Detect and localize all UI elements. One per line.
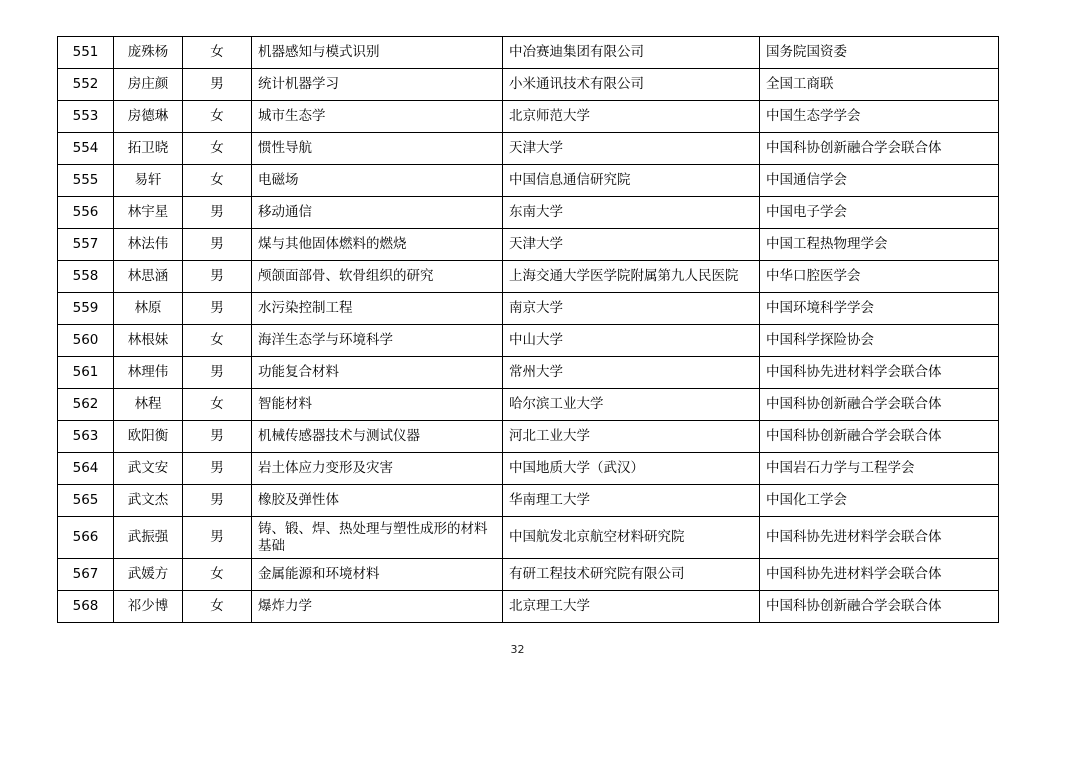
work-unit-cell: 北京师范大学 (503, 101, 760, 133)
recommending-organization-cell: 中国科学探险协会 (760, 325, 999, 357)
research-field-cell: 水污染控制工程 (252, 293, 503, 325)
gender-cell: 男 (183, 229, 252, 261)
research-field-cell: 岩土体应力变形及灾害 (252, 453, 503, 485)
row-number-cell: 568 (58, 591, 114, 623)
table-row (58, 389, 999, 421)
research-field-cell: 金属能源和环境材料 (252, 559, 503, 591)
research-field-cell: 橡胶及弹性体 (252, 485, 503, 517)
recommending-organization-cell: 中国科协先进材料学会联合体 (760, 357, 999, 389)
gender-cell: 女 (183, 101, 252, 133)
person-name-cell: 房庄颜 (114, 69, 183, 101)
recommending-organization-cell: 中华口腔医学会 (760, 261, 999, 293)
recommending-organization-cell: 中国科协创新融合学会联合体 (760, 421, 999, 453)
gender-cell: 男 (183, 197, 252, 229)
roster-table-body (58, 37, 999, 623)
gender-cell: 女 (183, 559, 252, 591)
research-field-cell: 机器感知与模式识别 (252, 37, 503, 69)
gender-cell: 男 (183, 453, 252, 485)
table-row (58, 421, 999, 453)
research-field-cell: 城市生态学 (252, 101, 503, 133)
recommending-organization-cell: 中国科协创新融合学会联合体 (760, 133, 999, 165)
recommending-organization-cell: 中国科协先进材料学会联合体 (760, 517, 999, 559)
table-row (58, 293, 999, 325)
recommending-organization-cell: 国务院国资委 (760, 37, 999, 69)
roster-table (57, 36, 999, 623)
person-name-cell: 欧阳衡 (114, 421, 183, 453)
work-unit-cell: 河北工业大学 (503, 421, 760, 453)
recommending-organization-cell: 中国环境科学学会 (760, 293, 999, 325)
recommending-organization-cell: 中国工程热物理学会 (760, 229, 999, 261)
person-name-cell: 武媛方 (114, 559, 183, 591)
row-number-cell: 554 (58, 133, 114, 165)
table-row (58, 133, 999, 165)
recommending-organization-cell: 中国科协创新融合学会联合体 (760, 591, 999, 623)
gender-cell: 女 (183, 325, 252, 357)
table-row (58, 453, 999, 485)
work-unit-cell: 中冶赛迪集团有限公司 (503, 37, 760, 69)
person-name-cell: 林宇星 (114, 197, 183, 229)
recommending-organization-cell: 中国通信学会 (760, 165, 999, 197)
work-unit-cell: 东南大学 (503, 197, 760, 229)
research-field-cell: 铸、锻、焊、热处理与塑性成形的材料基础 (252, 517, 503, 559)
gender-cell: 男 (183, 421, 252, 453)
work-unit-cell: 天津大学 (503, 133, 760, 165)
gender-cell: 男 (183, 293, 252, 325)
work-unit-cell: 哈尔滨工业大学 (503, 389, 760, 421)
row-number-cell: 560 (58, 325, 114, 357)
row-number-cell: 557 (58, 229, 114, 261)
recommending-organization-cell: 中国化工学会 (760, 485, 999, 517)
gender-cell: 男 (183, 517, 252, 559)
research-field-cell: 统计机器学习 (252, 69, 503, 101)
gender-cell: 女 (183, 591, 252, 623)
row-number-cell: 565 (58, 485, 114, 517)
gender-cell: 男 (183, 357, 252, 389)
gender-cell: 女 (183, 165, 252, 197)
person-name-cell: 庞殊杨 (114, 37, 183, 69)
research-field-cell: 机械传感器技术与测试仪器 (252, 421, 503, 453)
table-row (58, 229, 999, 261)
research-field-cell: 电磁场 (252, 165, 503, 197)
research-field-cell: 爆炸力学 (252, 591, 503, 623)
work-unit-cell: 华南理工大学 (503, 485, 760, 517)
row-number-cell: 556 (58, 197, 114, 229)
person-name-cell: 林程 (114, 389, 183, 421)
person-name-cell: 林理伟 (114, 357, 183, 389)
work-unit-cell: 中山大学 (503, 325, 760, 357)
person-name-cell: 林原 (114, 293, 183, 325)
row-number-cell: 567 (58, 559, 114, 591)
work-unit-cell: 常州大学 (503, 357, 760, 389)
recommending-organization-cell: 中国生态学学会 (760, 101, 999, 133)
work-unit-cell: 小米通讯技术有限公司 (503, 69, 760, 101)
table-row (58, 69, 999, 101)
table-row (58, 559, 999, 591)
table-row (58, 357, 999, 389)
recommending-organization-cell: 全国工商联 (760, 69, 999, 101)
row-number-cell: 564 (58, 453, 114, 485)
research-field-cell: 煤与其他固体燃料的燃烧 (252, 229, 503, 261)
person-name-cell: 房德琳 (114, 101, 183, 133)
row-number-cell: 555 (58, 165, 114, 197)
gender-cell: 男 (183, 485, 252, 517)
gender-cell: 女 (183, 37, 252, 69)
research-field-cell: 颅颌面部骨、软骨组织的研究 (252, 261, 503, 293)
work-unit-cell: 天津大学 (503, 229, 760, 261)
person-name-cell: 林思涵 (114, 261, 183, 293)
recommending-organization-cell: 中国电子学会 (760, 197, 999, 229)
page-number: 32 (510, 643, 525, 656)
research-field-cell: 惯性导航 (252, 133, 503, 165)
recommending-organization-cell: 中国科协先进材料学会联合体 (760, 559, 999, 591)
row-number-cell: 559 (58, 293, 114, 325)
table-row (58, 485, 999, 517)
person-name-cell: 易轩 (114, 165, 183, 197)
recommending-organization-cell: 中国科协创新融合学会联合体 (760, 389, 999, 421)
research-field-cell: 海洋生态学与环境科学 (252, 325, 503, 357)
work-unit-cell: 上海交通大学医学院附属第九人民医院 (503, 261, 760, 293)
table-row (58, 591, 999, 623)
person-name-cell: 武振强 (114, 517, 183, 559)
work-unit-cell: 中国信息通信研究院 (503, 165, 760, 197)
row-number-cell: 563 (58, 421, 114, 453)
row-number-cell: 558 (58, 261, 114, 293)
recommending-organization-cell: 中国岩石力学与工程学会 (760, 453, 999, 485)
row-number-cell: 566 (58, 517, 114, 559)
person-name-cell: 拓卫晓 (114, 133, 183, 165)
row-number-cell: 551 (58, 37, 114, 69)
table-row (58, 325, 999, 357)
person-name-cell: 林根妹 (114, 325, 183, 357)
person-name-cell: 武文安 (114, 453, 183, 485)
table-row (58, 517, 999, 559)
row-number-cell: 562 (58, 389, 114, 421)
table-row (58, 37, 999, 69)
work-unit-cell: 北京理工大学 (503, 591, 760, 623)
gender-cell: 男 (183, 69, 252, 101)
person-name-cell: 武文杰 (114, 485, 183, 517)
table-row (58, 165, 999, 197)
person-name-cell: 林法伟 (114, 229, 183, 261)
person-name-cell: 祁少博 (114, 591, 183, 623)
row-number-cell: 553 (58, 101, 114, 133)
gender-cell: 女 (183, 389, 252, 421)
gender-cell: 男 (183, 261, 252, 293)
table-row (58, 261, 999, 293)
work-unit-cell: 有研工程技术研究院有限公司 (503, 559, 760, 591)
row-number-cell: 561 (58, 357, 114, 389)
table-row (58, 101, 999, 133)
table-row (58, 197, 999, 229)
work-unit-cell: 中国航发北京航空材料研究院 (503, 517, 760, 559)
work-unit-cell: 南京大学 (503, 293, 760, 325)
research-field-cell: 功能复合材料 (252, 357, 503, 389)
gender-cell: 女 (183, 133, 252, 165)
work-unit-cell: 中国地质大学（武汉） (503, 453, 760, 485)
research-field-cell: 移动通信 (252, 197, 503, 229)
research-field-cell: 智能材料 (252, 389, 503, 421)
row-number-cell: 552 (58, 69, 114, 101)
